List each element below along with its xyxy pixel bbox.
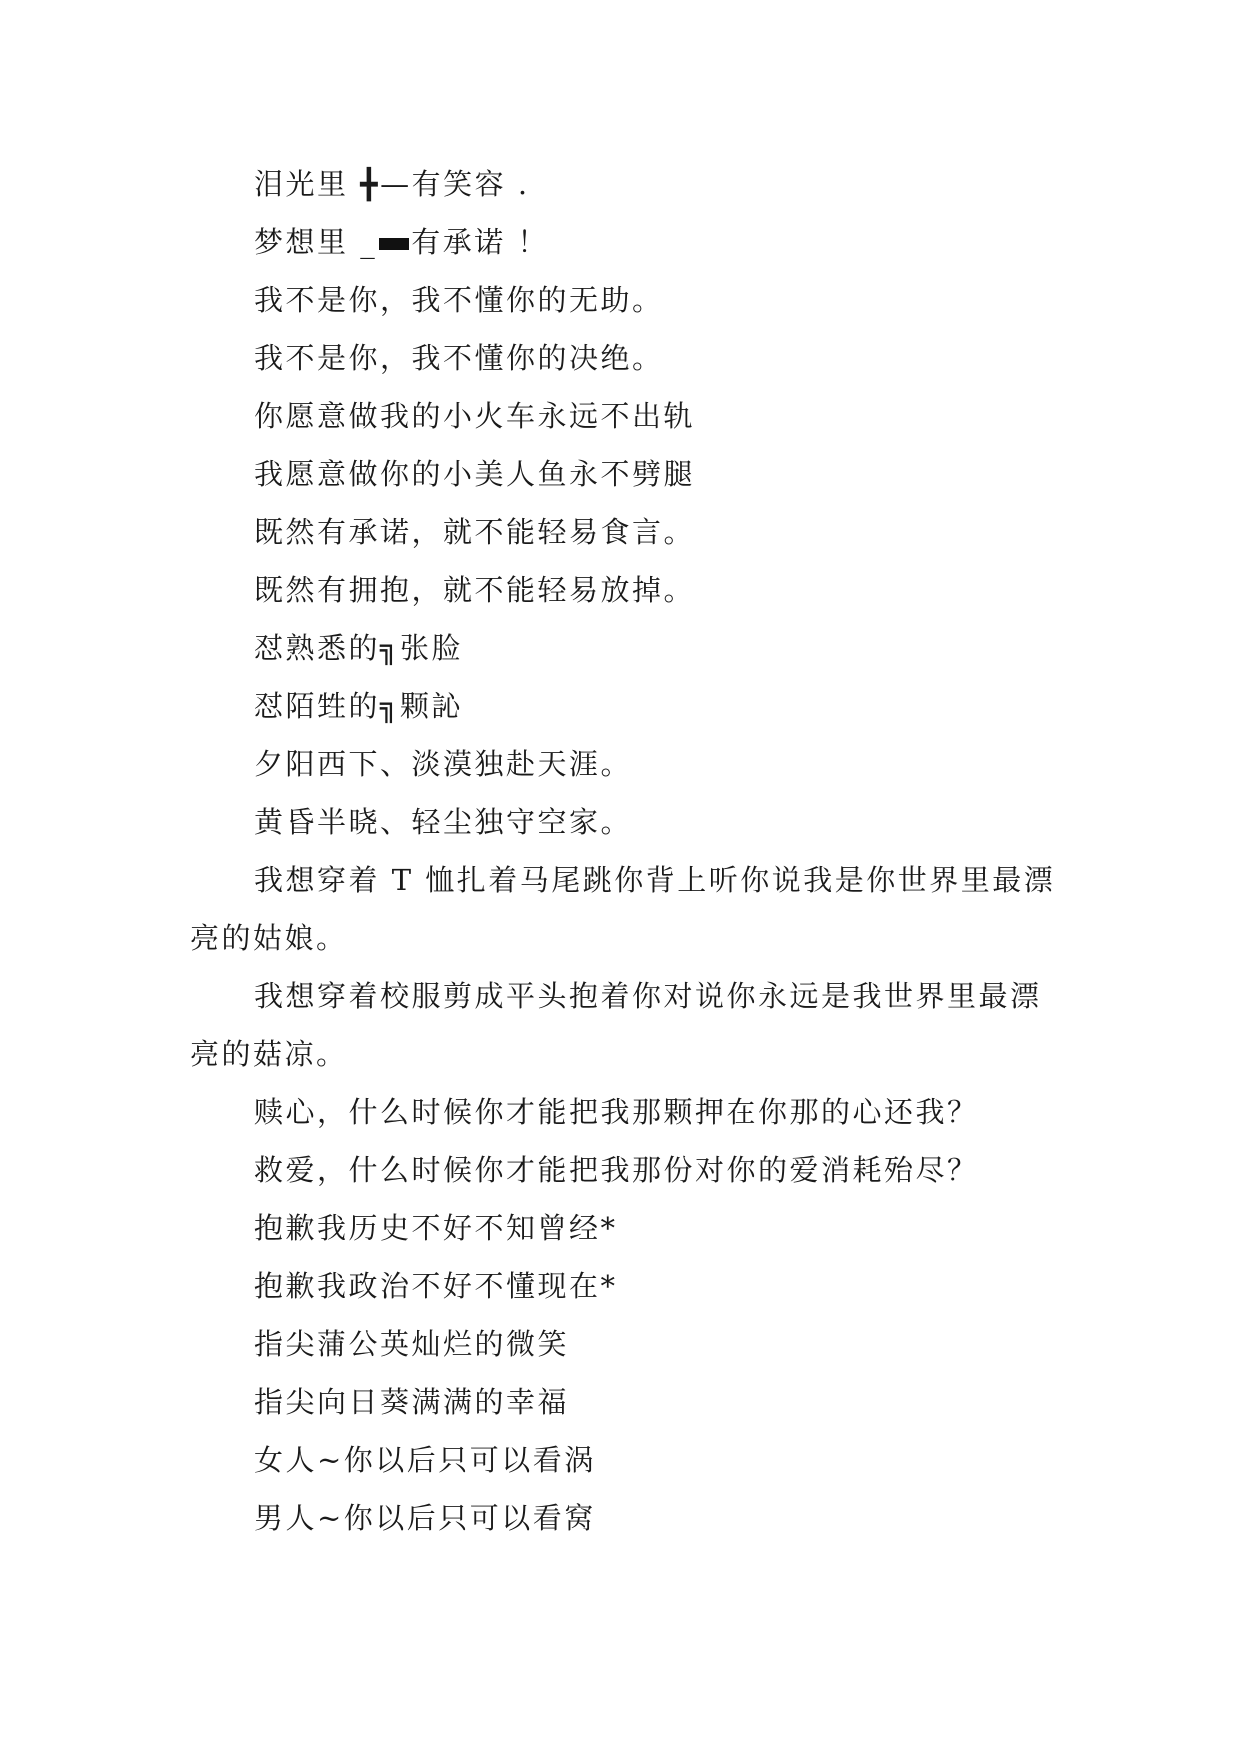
paragraph-1: 我想穿着 T 恤扎着马尾跳你背上听你说我是你世界里最漂亮的姑娘。 bbox=[190, 863, 1056, 955]
text-line-6: 我愿意做你的小美人鱼永不劈腿 bbox=[254, 457, 696, 491]
text-line-16: 抱歉我政治不好不懂现在* bbox=[254, 1269, 618, 1303]
paragraph-2: 我想穿着校服剪成平头抱着你对说你永远是我世界里最漂亮的菇凉。 bbox=[190, 979, 1042, 1071]
text-line-10: 怼陌甡的╗颗訫 bbox=[254, 689, 463, 723]
text-line-1: 泪光里 ╋—有笑容 . bbox=[254, 167, 530, 201]
text-line-11: 夕阳西下、淡漠独赴天涯。 bbox=[254, 747, 633, 781]
poem-body bbox=[190, 155, 1060, 1547]
text-line-17: 指尖蒲公英灿烂的微笑 bbox=[254, 1327, 570, 1361]
text-line-9: 怼熟悉的╗张脸 bbox=[254, 631, 463, 665]
text-line-2-suffix: 有承诺 ！ bbox=[411, 225, 549, 259]
text-line-12: 黄昏半晓、轻尘独守空家。 bbox=[254, 805, 633, 839]
text-line-15: 抱歉我历史不好不知曾经* bbox=[254, 1211, 618, 1245]
text-line-3: 我不是你，我不懂你的无助。 bbox=[254, 283, 664, 317]
text-line-2 bbox=[190, 213, 1060, 271]
text-line-2-prefix: 梦想里 _ bbox=[254, 225, 378, 259]
text-line-8: 既然有拥抱，就不能轻易放掉。 bbox=[254, 573, 696, 607]
text-line-13: 赎心，什么时候你才能把我那颗押在你那的心还我？ bbox=[254, 1095, 979, 1129]
text-line-7: 既然有承诺，就不能轻易食言。 bbox=[254, 515, 696, 549]
text-line-19: 女人~你以后只可以看涡 bbox=[254, 1443, 596, 1477]
text-line-18: 指尖向日葵满满的幸福 bbox=[254, 1385, 570, 1419]
text-line-20: 男人~你以后只可以看窝 bbox=[254, 1501, 596, 1535]
text-line-4: 我不是你，我不懂你的决绝。 bbox=[254, 341, 664, 375]
redaction-bar bbox=[379, 238, 409, 250]
text-line-5: 你愿意做我的小火车永远不出轨 bbox=[254, 399, 696, 433]
text-line-14: 救爱，什么时候你才能把我那份对你的爱消耗殆尽？ bbox=[254, 1153, 979, 1187]
